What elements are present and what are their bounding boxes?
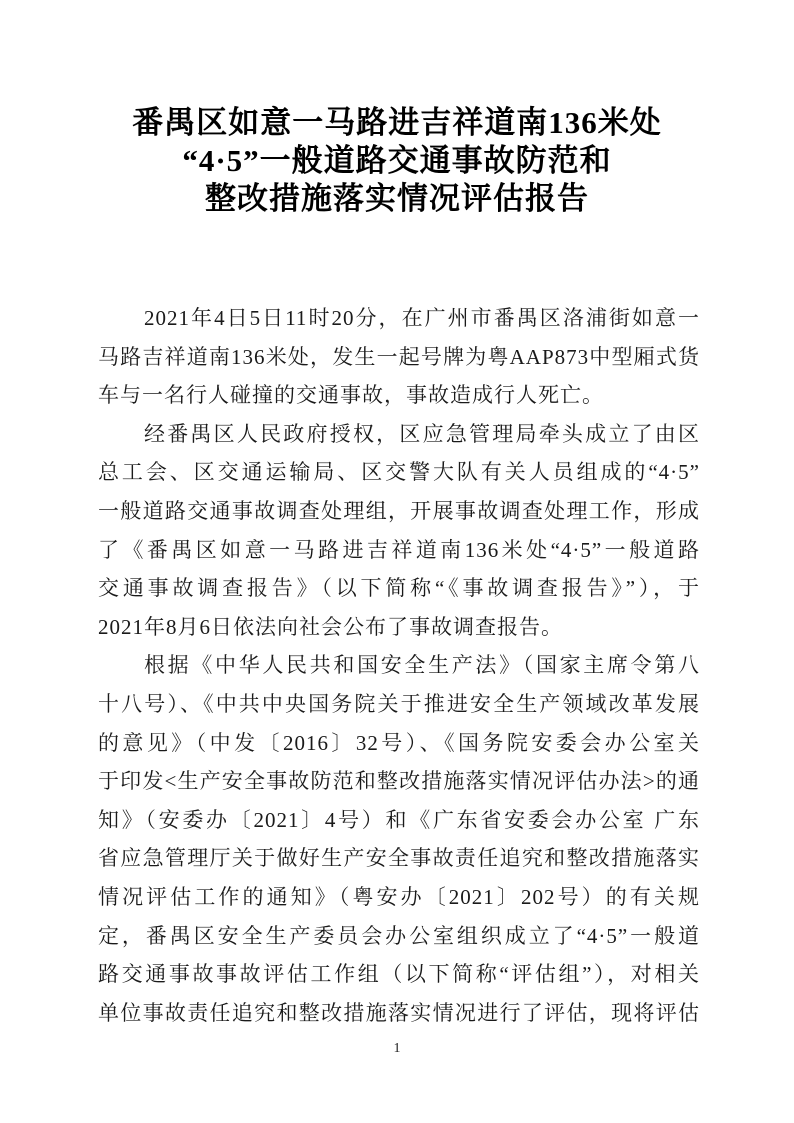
document-body bbox=[98, 299, 700, 1032]
body-line: 一般道路交通事故调查处理组，开展事故调查处理工作，形成 bbox=[98, 498, 700, 523]
body-line: 2021年4日5日11时20分，在广州市番禺区洛浦街如意一 bbox=[144, 306, 700, 330]
body-line: 十八号）、《中共中央国务院关于推进安全生产领域改革发展 bbox=[98, 691, 700, 716]
body-line: 了《番禺区如意一马路进吉祥道南136米处“4·5”一般道路 bbox=[98, 537, 700, 562]
title-line-1: 番禺区如意一马路进吉祥道南136米处 bbox=[132, 105, 662, 140]
body-line: 根据《中华人民共和国安全生产法》（国家主席令第八 bbox=[144, 653, 700, 678]
body-line: 情况评估工作的通知》（粤安办〔2021〕202号）的有关规 bbox=[98, 884, 700, 909]
body-line: 2021年8月6日依法向社会公布了事故调查报告。 bbox=[98, 614, 563, 639]
body-line: 车与一名行人碰撞的交通事故，事故造成行人死亡。 bbox=[98, 383, 604, 408]
body-line: 总工会、区交通运输局、区交警大队有关人员组成的“4·5” bbox=[98, 460, 700, 485]
paragraph-2 bbox=[98, 415, 700, 647]
body-line: 的意见》（中发〔2016〕32号）、《国务院安委会办公室关 bbox=[98, 730, 700, 755]
body-line: 省应急管理厅关于做好生产安全事故责任追究和整改措施落实 bbox=[98, 846, 700, 871]
page-number: 1 bbox=[393, 1041, 401, 1056]
paragraph-3 bbox=[98, 646, 700, 1032]
title-line-3: 整改措施落实情况评估报告 bbox=[205, 181, 589, 216]
body-line: 单位事故责任追究和整改措施落实情况进行了评估，现将评估 bbox=[98, 1000, 700, 1025]
title-line-2: “4·5”一般道路交通事故防范和 bbox=[182, 143, 612, 178]
body-line: 路交通事故事故评估工作组（以下简称“评估组”），对相关 bbox=[98, 962, 700, 987]
body-line: 交通事故调查报告》（以下简称“《事故调查报告》”），于 bbox=[98, 576, 700, 601]
body-line: 于印发<生产安全事故防范和整改措施落实情况评估办法>的通 bbox=[98, 769, 700, 794]
body-line: 定，番禺区安全生产委员会办公室组织成立了“4·5”一般道 bbox=[98, 923, 700, 948]
body-line: 知》（安委办〔2021〕4号）和《广东省安委会办公室 广东 bbox=[98, 807, 700, 832]
body-line: 经番禺区人民政府授权，区应急管理局牵头成立了由区 bbox=[144, 421, 700, 446]
document-title bbox=[60, 104, 734, 218]
paragraph-1 bbox=[98, 299, 700, 415]
body-line: 马路吉祥道南136米处，发生一起号牌为粤AAP873中型厢式货 bbox=[98, 344, 700, 369]
